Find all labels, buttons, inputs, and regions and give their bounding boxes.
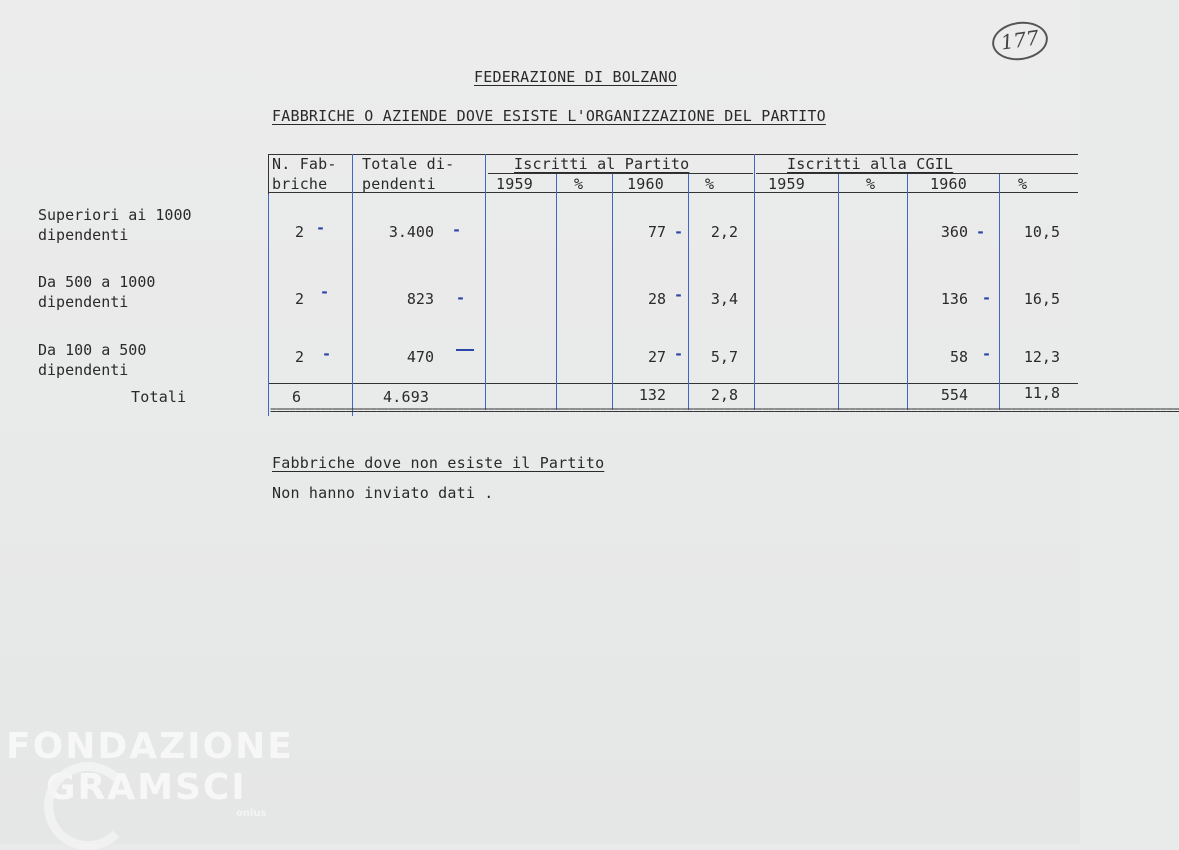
col-divider <box>612 174 613 410</box>
col-divider <box>907 174 908 410</box>
watermark-g-icon <box>44 762 132 850</box>
total-p1960: 132 <box>638 386 666 404</box>
tick-mark: - <box>456 289 466 307</box>
total-n: 6 <box>292 388 302 406</box>
cell-p-pct: 3,4 <box>710 290 738 308</box>
tick-mark: - <box>674 286 684 304</box>
header-1959: 1959 <box>496 175 533 193</box>
header-n-fabbriche-1: N. Fab- <box>272 155 337 173</box>
header-iscritti-partito: Iscritti al Partito <box>514 155 690 173</box>
tick-mark: - <box>976 223 986 241</box>
section2-text: Non hanno inviato dati . <box>272 484 494 502</box>
col-divider <box>268 194 269 416</box>
col-divider <box>999 174 1000 410</box>
watermark-logo: FONDAZIONE GRAMSCI onlus <box>6 726 294 808</box>
totals-top-rule <box>268 383 1078 384</box>
col-divider <box>688 174 689 410</box>
cell-p1960: 28 <box>647 290 666 308</box>
tick-mark <box>456 349 474 351</box>
tick-mark: - <box>316 219 326 237</box>
col-divider <box>352 154 353 416</box>
section2-title: Fabbriche dove non esiste il Partito <box>272 454 605 472</box>
cell-c1960: 136 <box>940 290 968 308</box>
tick-mark: - <box>674 223 684 241</box>
document-subtitle: FABBRICHE O AZIENDE DOVE ESISTE L'ORGANIZZAZIONE DEL PARTITO <box>272 107 826 125</box>
header-pct: % <box>866 175 876 193</box>
cell-totale: 823 <box>406 290 434 308</box>
col-divider <box>268 154 269 194</box>
header-1960: 1960 <box>627 175 664 193</box>
total-totale: 4.693 <box>383 388 430 406</box>
cell-c-pct: 16,5 <box>1023 290 1060 308</box>
header-1959: 1959 <box>768 175 805 193</box>
cell-p1960: 27 <box>647 348 666 366</box>
header-totale-2: pendenti <box>362 175 436 193</box>
cell-c-pct: 10,5 <box>1023 223 1060 241</box>
cell-p-pct: 5,7 <box>710 348 738 366</box>
header-iscritti-cgil: Iscritti alla CGIL <box>787 155 954 173</box>
col-divider <box>556 174 557 410</box>
header-1960: 1960 <box>930 175 967 193</box>
total-p-pct: 2,8 <box>710 386 738 404</box>
header-totale-1: Totale di- <box>362 155 455 173</box>
tick-mark: - <box>452 221 462 239</box>
col-divider <box>838 174 839 410</box>
header-n-fabbriche-2: briche <box>272 175 328 193</box>
header-pct: % <box>705 175 715 193</box>
cgil-sub-rule <box>756 173 1078 174</box>
col-divider <box>485 154 486 410</box>
cell-n: 2 <box>294 223 304 241</box>
total-c1960: 554 <box>940 386 968 404</box>
cell-totale: 470 <box>406 348 434 366</box>
page-number: 177 <box>990 18 1051 63</box>
row-label: Superiori ai 1000 dipendenti <box>38 206 192 244</box>
totals-label: Totali <box>131 388 187 406</box>
cell-p-pct: 2,2 <box>710 223 738 241</box>
tick-mark: - <box>320 283 330 301</box>
cell-n: 2 <box>294 290 304 308</box>
cell-n: 2 <box>294 348 304 366</box>
cell-c-pct: 12,3 <box>1023 348 1060 366</box>
document-title: FEDERAZIONE DI BOLZANO <box>474 68 678 86</box>
total-c-pct: 11,8 <box>1023 384 1060 402</box>
tick-mark: - <box>674 345 684 363</box>
cell-p1960: 77 <box>647 223 666 241</box>
header-pct: % <box>1018 175 1028 193</box>
header-pct: % <box>574 175 584 193</box>
col-divider <box>754 154 755 410</box>
tick-mark: - <box>982 289 992 307</box>
tick-mark: - <box>322 345 332 363</box>
double-rule: ================================================================================================================================================== <box>270 403 1179 417</box>
cell-c1960: 58 <box>949 348 968 366</box>
cell-totale: 3.400 <box>388 223 434 241</box>
tick-mark: - <box>982 345 992 363</box>
cell-c1960: 360 <box>940 223 968 241</box>
row-label: Da 100 a 500 dipendenti <box>38 341 147 379</box>
row-label: Da 500 a 1000 dipendenti <box>38 273 156 311</box>
partito-sub-rule <box>488 173 753 174</box>
